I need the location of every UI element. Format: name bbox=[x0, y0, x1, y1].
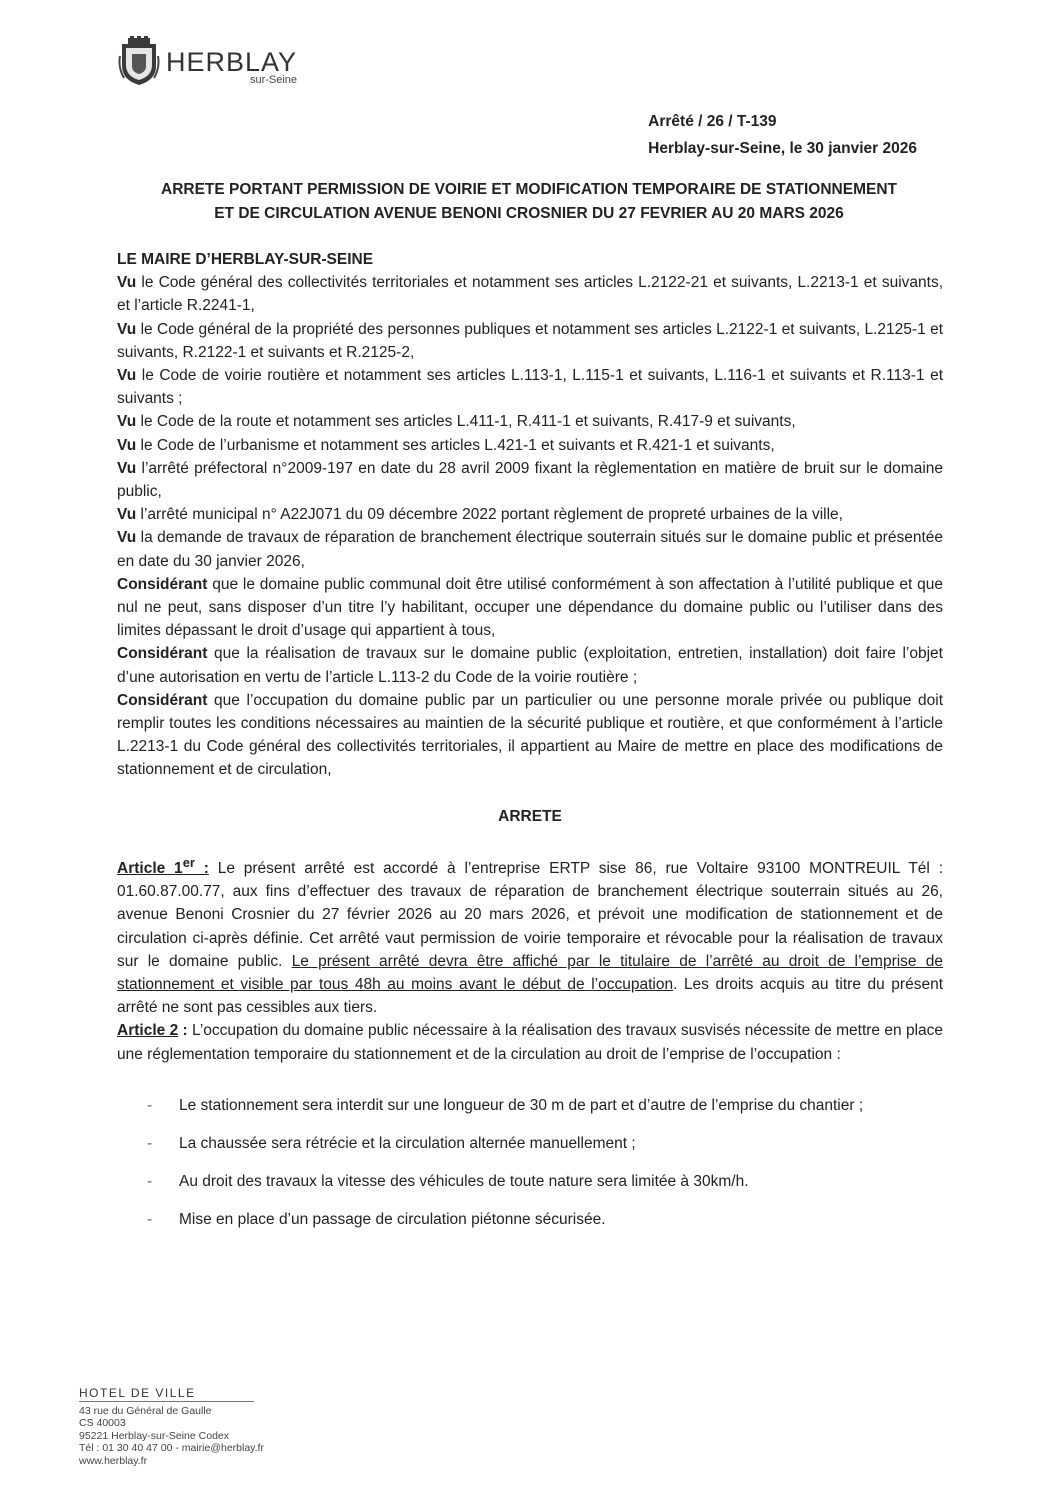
preamble-item bbox=[117, 271, 943, 317]
footer-line: 43 rue du Général de Gaulle bbox=[79, 1404, 212, 1417]
article-2 bbox=[117, 1019, 943, 1065]
preamble-lead: Vu bbox=[117, 436, 137, 454]
header-logo bbox=[118, 36, 297, 86]
preamble-item bbox=[117, 642, 943, 688]
preamble-lead: Considérant bbox=[117, 645, 208, 663]
coat-of-arms-icon bbox=[118, 36, 160, 86]
preamble-item bbox=[117, 364, 943, 410]
preamble-text: le Code de voirie routière et notamment ses articles L.113-1, L.115-1 et suivants, L.116-1 et suivants et R.113-1 et suivants ; bbox=[117, 367, 943, 408]
article-1-text: Le présent arrêté est accordé à l’entreprise ERTP sise 86, rue Voltaire 93100 MONTREUIL Tél : 01.60.87.00.77, aux fins d’effectuer des travaux de réparation de branchement électrique souterrain situés au 26, avenue Benoni Crosnier du 27 février 2026 au 20 mars 2026, et prévoit une modification de stationnement et de circulation ci-après définie. Cet arrêté vaut permission de voirie temporaire et révocable pour la réalisation de travaux sur le domaine public. bbox=[117, 860, 943, 970]
preamble-item bbox=[117, 434, 943, 457]
mayor-heading: LE MAIRE D’HERBLAY-SUR-SEINE bbox=[117, 251, 374, 268]
preamble-lead: Vu bbox=[117, 320, 137, 338]
logo-subtitle: sur-Seine bbox=[249, 74, 298, 86]
footer-line: CS 40003 bbox=[79, 1417, 126, 1429]
preamble-lead: Vu bbox=[117, 413, 137, 431]
preamble-lead: Vu bbox=[117, 367, 137, 385]
title-line-2: ET DE CIRCULATION AVENUE BENONI CROSNIER DU 27 FEVRIER AU 20 MARS 2026 bbox=[214, 205, 844, 222]
footer-line: Tél : 01 30 40 47 00 - mairie@herblay.fr bbox=[79, 1442, 264, 1454]
list-item: - Mise en place d’un passage de circulation piétonne sécurisée. bbox=[117, 1202, 943, 1237]
preamble-lead: Vu bbox=[117, 529, 137, 547]
footer-line: 95221 Herblay-sur-Seine Codex bbox=[79, 1429, 229, 1442]
article-2-label-colon: : bbox=[178, 1022, 188, 1040]
preamble-lead: Vu bbox=[117, 459, 137, 477]
article-2-label-text: Article 2 bbox=[117, 1022, 179, 1040]
document-reference bbox=[648, 108, 917, 162]
preamble-text: l’arrêté préfectoral n°2009-197 en date du 28 avril 2009 fixant la règlementation en matière de bruit sur le domaine public, bbox=[117, 459, 943, 501]
arrete-heading: ARRETE bbox=[498, 807, 562, 825]
footer-website: www.herblay.fr bbox=[79, 1454, 148, 1467]
preamble-text: que l’occupation du domaine public par un particulier ou une personne morale privée ou publique doit remplir toutes les conditions nécessaires au maintien de la sécurité publique et routière, et que conformément à l’article L.2213-1 du Code général des collectivités territoriales, il appartient au Maire de mettre en place des modifications de stationnement et de circulation, bbox=[117, 691, 943, 779]
preamble-lead: Considérant bbox=[117, 691, 208, 709]
article-1-display-notice: Le présent arrêté devra être affiché par le titulaire de l’arrêté au droit de l’emprise de stationnement et visible par tous 48h au moins avant le début de l’occupation bbox=[117, 952, 943, 994]
preamble-text: le Code de la route et notamment ses articles L.411-1, R.411-1 et suivants, R.417-9 et suivants, bbox=[136, 413, 796, 431]
logo-name: HERBLAY bbox=[166, 47, 298, 77]
preamble-text: l’arrêté municipal n° A22J071 du 09 décembre 2022 portant règlement de propreté urbaines de la ville, bbox=[136, 506, 843, 524]
traffic-measures-list bbox=[117, 1088, 943, 1237]
title-line-1: ARRETE PORTANT PERMISSION DE VOIRIE ET MODIFICATION TEMPORAIRE DE STATIONNEMENT bbox=[161, 181, 897, 198]
article-1 bbox=[117, 851, 943, 1020]
preamble-text: le Code de l’urbanisme et notamment ses articles L.421-1 et suivants et R.421-1 et suivants, bbox=[136, 436, 775, 454]
preamble-item bbox=[117, 457, 943, 503]
preamble-item bbox=[117, 526, 943, 572]
preamble-lead: Considérant bbox=[117, 575, 208, 593]
preamble-text: que la réalisation de travaux sur le domaine public (exploitation, entretien, installation) doit faire l’objet d’une autorisation en vertu de l’article L.113-2 du Code de la voirie routière ; bbox=[117, 645, 943, 686]
preamble-text: que le domaine public communal doit être utilisé conformément à son affectation à l’utilité publique et que nul ne peut, sans disposer d’un titre l’y habilitant, occuper une dépendance du domaine public ou l’utiliser dans des limites dépassant le droit d’usage qui appartient à tous, bbox=[117, 575, 943, 640]
preamble-text: le Code général des collectivités territoriales et notamment ses articles L.2122-21 et suivants, L.2213-1 et suivants, et l’article R.2241-1, bbox=[117, 274, 943, 315]
article-1-label-text: Article 1 bbox=[117, 860, 183, 878]
preamble-text: le Code général de la propriété des personnes publiques et notamment ses articles L.2122-1 et suivants, L.2125-1 et suivants, R.2122-1 et suivants et R.2125-2, bbox=[117, 320, 943, 361]
preamble-item bbox=[117, 689, 943, 782]
article-1-text-end: . Les droits acquis au titre du présent arrêté ne sont pas cessibles aux tiers. bbox=[117, 976, 944, 1017]
article-1-label-sup: er bbox=[182, 854, 195, 870]
decree-number: Arrêté / 26 / T-139 bbox=[648, 113, 777, 130]
footer-heading: HOTEL DE VILLE bbox=[79, 1387, 254, 1402]
article-2-label bbox=[117, 1022, 178, 1039]
list-item: - Au droit des travaux la vitesse des véhicules de toute nature sera limitée à 30km/h. bbox=[117, 1164, 943, 1199]
document-body bbox=[117, 248, 943, 1240]
preamble-item bbox=[117, 318, 943, 364]
list-item: - La chaussée sera rétrécie et la circulation alternée manuellement ; bbox=[117, 1126, 943, 1161]
preamble-lead: Vu bbox=[117, 274, 137, 292]
preamble-item bbox=[117, 503, 943, 526]
footer-address bbox=[79, 1387, 264, 1467]
preamble-item bbox=[117, 573, 943, 643]
preamble-item bbox=[117, 410, 943, 433]
preamble-text: la demande de travaux de réparation de branchement électrique souterrain situés sur le domaine public et présentée en date du 30 janvier 2026, bbox=[117, 529, 943, 570]
place-and-date: Herblay-sur-Seine, le 30 janvier 2026 bbox=[648, 140, 917, 157]
document-title bbox=[60, 178, 998, 226]
preamble-lead: Vu bbox=[117, 506, 137, 524]
article-1-label bbox=[117, 854, 209, 878]
list-item: - Le stationnement sera interdit sur une longueur de 30 m de part et d’autre de l’emprise du chantier ; bbox=[117, 1088, 943, 1123]
article-1-label-colon: : bbox=[194, 860, 209, 878]
article-2-text: L’occupation du domaine public nécessaire à la réalisation des travaux susvisés nécessite de mettre en place une réglementation temporaire du stationnement et de la circulation au droit de l’emprise de l’occupation : bbox=[117, 1022, 944, 1063]
